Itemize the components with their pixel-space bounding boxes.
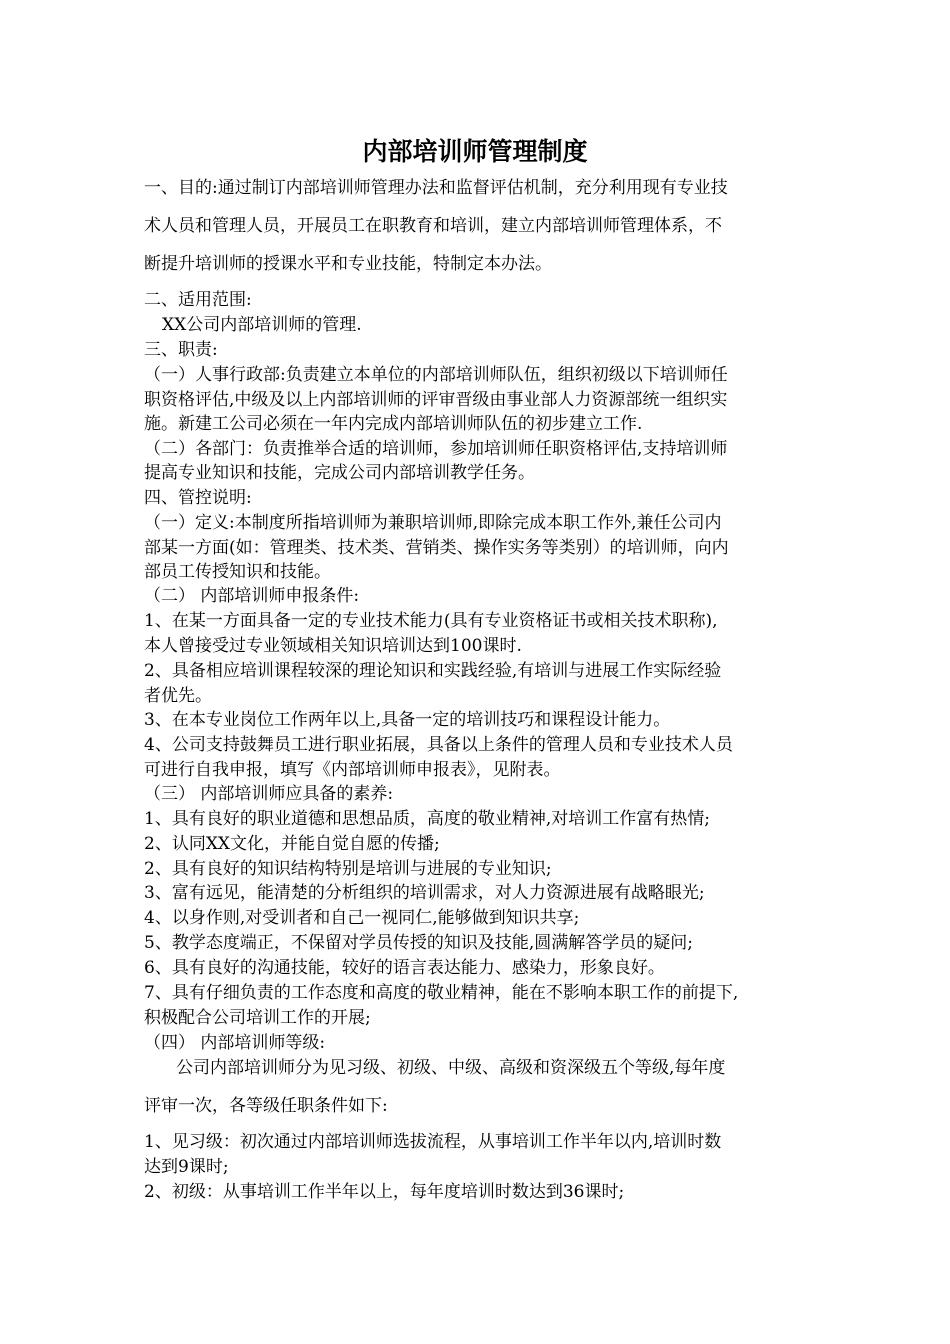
- list-item: 3、在本专业岗位工作两年以上,具备一定的培训技巧和课程设计能力。: [144, 710, 671, 730]
- paragraph-line: 断提升培训师的授课水平和专业技能，特制定本办法。: [144, 254, 552, 274]
- paragraph-line: 可进行自我申报，填写《内部培训师申报表》，见附表。: [144, 760, 561, 780]
- paragraph-line: 提高专业知识和技能，完成公司内部培训教学任务。: [144, 463, 535, 483]
- list-item: 1、见习级：初次通过内部培训师选拔流程，从事培训工作半年以内,培训时数: [144, 1132, 722, 1152]
- list-item: 5、教学态度端正，不保留对学员传授的知识及技能,圆满解答学员的疑问;: [144, 933, 693, 953]
- paragraph-line: 积极配合公司培训工作的开展;: [144, 1008, 371, 1028]
- list-item: 1、在某一方面具备一定的专业技术能力(具有专业资格证书或相关技术职称),: [144, 611, 718, 631]
- subsection-heading: （四） 内部培训师等级:: [144, 1033, 326, 1053]
- paragraph-line: （二）各部门：负责推举合适的培训师，参加培训师任职资格评估,支持培训师: [144, 439, 728, 459]
- list-item: 4、公司支持鼓舞员工进行职业拓展，具备以上条件的管理人员和专业技术人员: [144, 735, 733, 755]
- document-title: 内部培训师管理制度: [362, 137, 588, 166]
- section-heading: 二、适用范围:: [144, 290, 252, 310]
- subsection-heading: （三） 内部培训师应具备的素养:: [144, 784, 394, 804]
- section-heading: 四、管控说明:: [144, 488, 252, 508]
- section-heading: 三、职责:: [144, 340, 218, 360]
- paragraph-line: 一、目的:通过制订内部培训师管理办法和监督评估机制，充分利用现有专业技: [144, 178, 728, 198]
- paragraph-line: （一）定义:本制度所指培训师为兼职培训师,即除完成本职工作外,兼任公司内: [144, 513, 722, 533]
- paragraph-line: 部某一方面(如：管理类、技术类、营销类、操作实务等类别）的培训师，向内: [144, 538, 729, 558]
- list-item: 2、具备相应培训课程较深的理论知识和实践经验,有培训与进展工作实际经验: [144, 661, 722, 681]
- subsection-heading: （二） 内部培训师申报条件:: [144, 586, 360, 606]
- paragraph-line: 职资格评估,中级及以上内部培训师的评审晋级由事业部人力资源部统一组织实: [144, 390, 728, 410]
- paragraph-line: 施。新建工公司必须在一年内完成内部培训师队伍的初步建立工作.: [144, 414, 643, 434]
- list-item: 4、以身作则,对受训者和自己一视同仁,能够做到知识共享;: [144, 908, 580, 928]
- list-item: 7、具有仔细负责的工作态度和高度的敬业精神，能在不影响本职工作的前提下,: [144, 983, 739, 1003]
- paragraph-line: XX公司内部培训师的管理.: [162, 315, 362, 335]
- list-item: 2、认同XX文化，并能自觉自愿的传播;: [144, 834, 440, 854]
- list-item: 6、具有良好的沟通技能，较好的语言表达能力、感染力，形象良好。: [144, 958, 665, 978]
- paragraph-line: 术人员和管理人员，开展员工在职教育和培训，建立内部培训师管理体系，不: [144, 216, 722, 236]
- paragraph-line: 评审一次，各等级任职条件如下:: [144, 1096, 388, 1116]
- paragraph-line: 部员工传授知识和技能。: [144, 562, 331, 582]
- paragraph-line: 本人曾接受过专业领域相关知识培训达到100课时.: [144, 636, 522, 656]
- paragraph-line: 达到9课时;: [144, 1157, 229, 1177]
- paragraph-line: 者优先。: [144, 686, 212, 706]
- list-item: 2、初级：从事培训工作半年以上，每年度培训时数达到36课时;: [144, 1182, 625, 1202]
- list-item: 2、具有良好的知识结构特别是培训与进展的专业知识;: [144, 859, 552, 879]
- list-item: 1、具有良好的职业道德和思想品质，高度的敬业精神,对培训工作富有热情;: [144, 809, 710, 829]
- paragraph-line: （一）人事行政部:负责建立本单位的内部培训师队伍，组织初级以下培训师任: [144, 365, 728, 385]
- paragraph-line: 公司内部培训师分为见习级、初级、中级、高级和资深级五个等级,每年度: [176, 1058, 726, 1078]
- list-item: 3、富有远见，能清楚的分析组织的培训需求，对人力资源进展有战略眼光;: [144, 883, 705, 903]
